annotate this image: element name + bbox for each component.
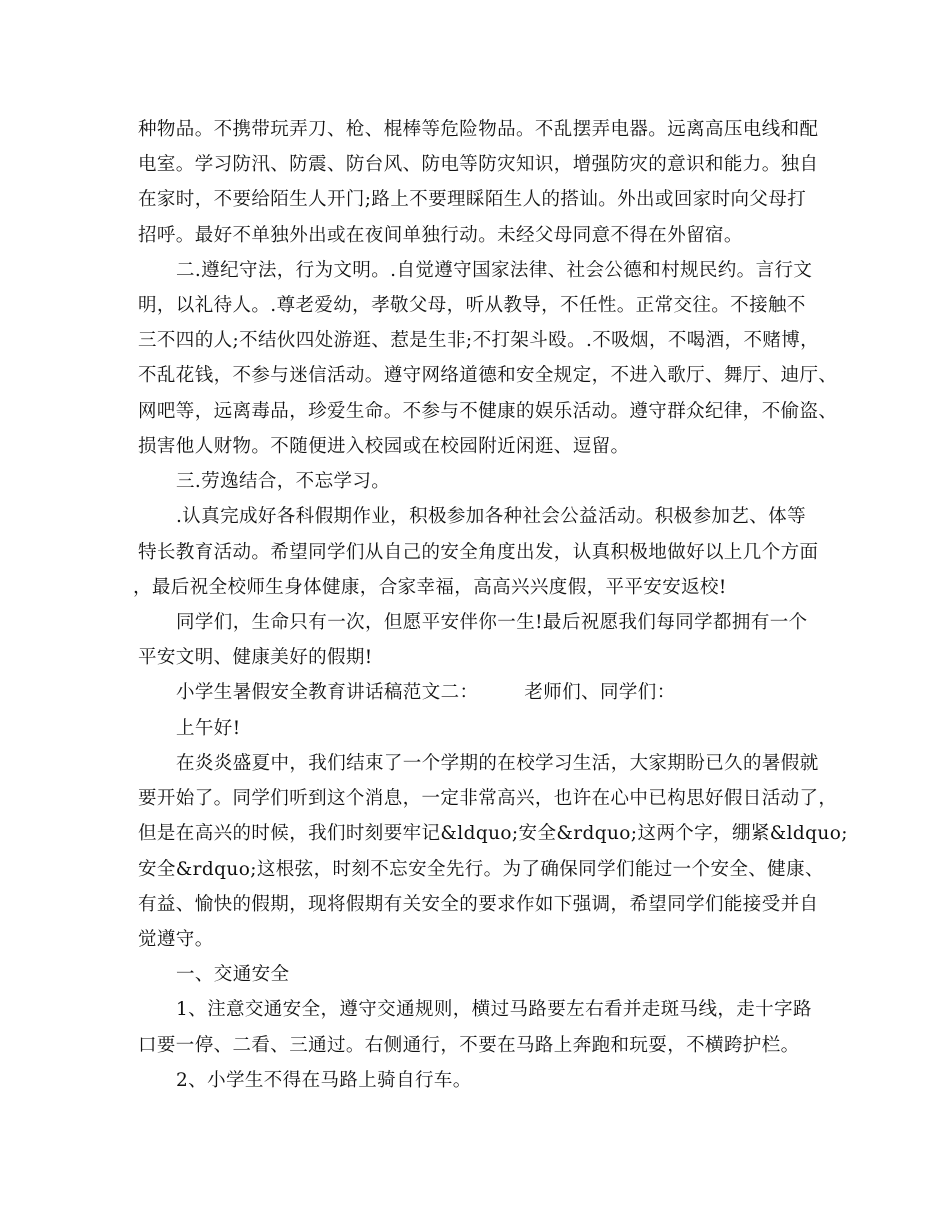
text-line: 上午好!: [176, 718, 241, 739]
text-line: 特长教育活动。希望同学们从自己的安全角度出发，认真积极地做好以上几个方面: [138, 542, 819, 563]
text-line: 2、小学生不得在马路上骑自行车。: [176, 1070, 472, 1091]
text-line: 口要一停、二看、三通过。右侧通行，不要在马路上奔跑和玩耍，不横跨护栏。: [138, 1035, 800, 1056]
section-heading: 小学生暑假安全教育讲话稿范文二：: [176, 682, 479, 703]
text-line: ，最后祝全校师生身体健康，合家幸福，高高兴兴度假，平平安安返校!: [133, 577, 727, 598]
text-line: 安全&rdquo;这根弦，时刻不忘安全先行。为了确保同学们能过一个安全、健康、: [138, 859, 824, 880]
text-line: .认真完成好各科假期作业，积极参加各种社会公益活动。积极参加艺、体等: [176, 506, 806, 527]
text-line: 三.劳逸结合，不忘学习。: [176, 471, 391, 492]
text-line: 网吧等，远离毒品，珍爱生命。不参与不健康的娱乐活动。遵守群众纪律，不偷盗、: [138, 401, 838, 422]
text-line: 在家时，不要给陌生人开门;路上不要理睬陌生人的搭讪。外出或回家时向父母打: [138, 189, 807, 210]
text-line: 1、注意交通安全，遵守交通规则，横过马路要左右看并走斑马线，走十字路: [176, 999, 812, 1020]
text-line: 种物品。不携带玩弄刀、枪、棍棒等危险物品。不乱摆弄电器。远离高压电线和配: [138, 119, 819, 140]
text-line: 不乱花钱，不参与迷信活动。遵守网络道德和安全规定，不进入歌厅、舞厅、迪厅、: [138, 365, 838, 386]
text-line: 觉遵守。: [138, 929, 214, 950]
section-heading-line: [176, 681, 676, 707]
text-line: 有益、愉快的假期，现将假期有关安全的要求作如下强调，希望同学们能接受并自: [138, 894, 819, 915]
text-line: 在炎炎盛夏中，我们结束了一个学期的在校学习生活，大家期盼已久的暑假就: [176, 753, 819, 774]
text-line: 一、交通安全: [176, 964, 290, 985]
text-line: 同学们，生命只有一次，但愿平安伴你一生!最后祝愿我们每同学都拥有一个: [176, 612, 808, 633]
text-line: 三不四的人;不结伙四处游逛、惹是生非;不打架斗殴。.不吸烟，不喝酒，不赌博，: [138, 330, 820, 351]
text-line: 电室。学习防汛、防震、防台风、防电等防灾知识，增强防灾的意识和能力。独自: [138, 154, 819, 175]
text-line: 损害他人财物。不随便进入校园或在校园附近闲逛、逗留。: [138, 436, 630, 457]
greeting-audience: 老师们、同学们：: [524, 682, 676, 703]
text-line: 招呼。最好不单独外出或在夜间单独行动。未经父母同意不得在外留宿。: [138, 225, 743, 246]
text-line: 但是在高兴的时候，我们时刻要牢记&ldquo;安全&rdquo;这两个字，绷紧&ldquo;: [138, 823, 848, 844]
text-line: 要开始了。同学们听到这个消息，一定非常高兴，也许在心中已构思好假日活动了，: [138, 788, 838, 809]
text-line: 平安文明、健康美好的假期!: [138, 647, 373, 668]
text-line: 明，以礼待人。.尊老爱幼，孝敬父母，听从教导，不任性。正常交往。不接触不: [138, 295, 806, 316]
text-line: 二.遵纪守法，行为文明。.自觉遵守国家法律、社会公德和村规民约。言行文: [176, 260, 813, 281]
